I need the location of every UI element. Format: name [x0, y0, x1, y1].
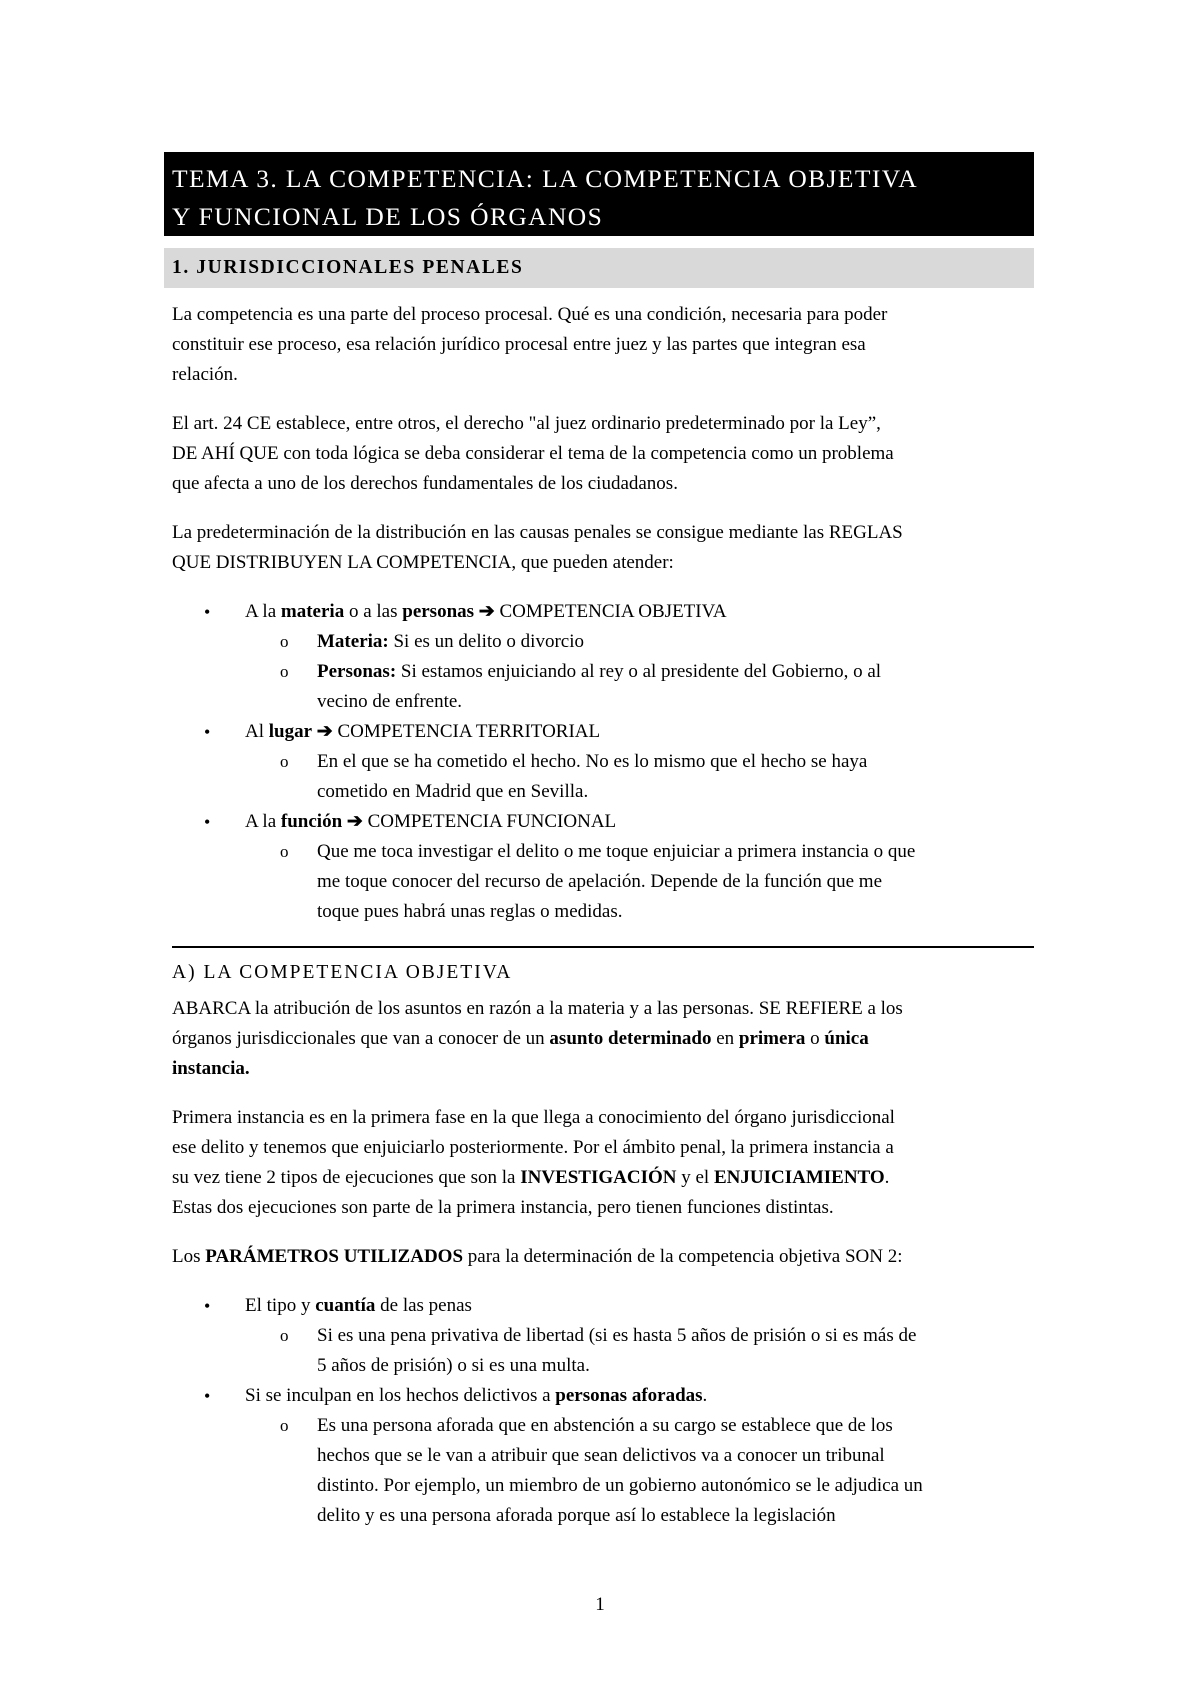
- text-run: Si es un delito o divorcio: [388, 631, 584, 652]
- text-run: A la: [245, 811, 281, 832]
- arrow-right-icon: ➔: [316, 721, 333, 742]
- sub-bullet-icon: o: [280, 1326, 289, 1345]
- paragraph-predeterminacion: [172, 518, 1042, 578]
- bold-text: Personas:: [317, 661, 397, 682]
- text-run: órganos jurisdiccionales que van a conocer de un: [172, 1028, 550, 1049]
- bold-text: instancia.: [172, 1058, 250, 1079]
- bold-text: asunto determinado: [549, 1028, 712, 1049]
- bold-text: PARÁMETROS UTILIZADOS: [205, 1246, 464, 1267]
- paragraph-parametros: [172, 1242, 1042, 1272]
- sub-list: [245, 1411, 1042, 1531]
- text-run: A la: [245, 601, 281, 622]
- text-run: para la determinación de la competencia objetiva SON 2:: [463, 1246, 903, 1267]
- text-run: Si estamos enjuiciando al rey o al presidente del Gobierno, o al: [396, 661, 882, 682]
- bold-text: función: [280, 811, 343, 832]
- bold-text: lugar: [268, 721, 313, 742]
- text-run: de las penas: [375, 1295, 472, 1316]
- params-list: [172, 1291, 1042, 1531]
- sub-list: [245, 837, 1042, 927]
- arrow-right-icon: ➔: [346, 811, 363, 832]
- text-line: hechos que se le van a atribuir que sean delictivos va a conocer un tribunal: [317, 1445, 885, 1466]
- sub-list-item-funcion: [172, 837, 1042, 927]
- text-run: o a las: [344, 601, 403, 622]
- page-title: [164, 152, 1034, 236]
- bullet-icon: •: [204, 812, 211, 832]
- text-line: [245, 1291, 1042, 1321]
- text-line: Es una persona aforada que en abstención a su cargo se establece que de los: [317, 1415, 893, 1436]
- title-line-2: Y FUNCIONAL DE LOS ÓRGANOS: [172, 202, 604, 231]
- text-run: COMPETENCIA OBJETIVA: [499, 601, 727, 622]
- text-run: y el: [676, 1167, 714, 1188]
- bullet-icon: •: [204, 1296, 211, 1316]
- list-item-materia: [172, 597, 1042, 717]
- text-line: Primera instancia es en la primera fase en la que llega a conocimiento del órgano jurisdiccional: [172, 1107, 895, 1128]
- text-line: ese delito y tenemos que enjuiciarlo posteriormente. Por el ámbito penal, la primera instancia a: [172, 1137, 894, 1158]
- section-heading-competencia-objetiva: A) LA COMPETENCIA OBJETIVA: [172, 962, 513, 983]
- text-line: [317, 627, 1042, 657]
- text-run: Si se inculpan en los hechos delictivos a: [245, 1385, 556, 1406]
- text-line: Estas dos ejecuciones son parte de la primera instancia, pero tienen funciones distintas.: [172, 1197, 834, 1218]
- horizontal-divider: [172, 946, 1034, 948]
- paragraph-abarca: [172, 994, 1042, 1084]
- sub-list-item-materia: [172, 627, 1042, 657]
- rules-list: [172, 597, 1042, 927]
- text-line: [172, 1242, 1042, 1272]
- sub-bullet-icon: o: [280, 632, 289, 651]
- document-body: [172, 300, 1042, 1550]
- sub-list-item-personas: [172, 657, 1042, 717]
- text-line: En el que se ha cometido el hecho. No es lo mismo que el hecho se haya: [317, 751, 868, 772]
- bold-text: cuantía: [315, 1295, 376, 1316]
- text-line: Si es una pena privativa de libertad (si es hasta 5 años de prisión o si es más de: [317, 1325, 917, 1346]
- list-item-aforadas: [172, 1381, 1042, 1531]
- arrow-right-icon: ➔: [478, 601, 495, 622]
- list-item-tipo-cuantia: [172, 1291, 1042, 1381]
- text-line: [245, 1381, 1042, 1411]
- sub-list: [245, 627, 1042, 717]
- text-run: en: [711, 1028, 739, 1049]
- bold-text: primera: [738, 1028, 806, 1049]
- text-line: me toque conocer del recurso de apelación. Depende de la función que me: [317, 871, 882, 892]
- text-line: [172, 1024, 1042, 1054]
- text-run: Al: [245, 721, 269, 742]
- text-run: El tipo y: [245, 1295, 316, 1316]
- section-heading-jurisdiccionales: 1. JURISDICCIONALES PENALES: [164, 248, 1034, 288]
- text-line: La competencia es una parte del proceso procesal. Qué es una condición, necesaria para poder: [172, 304, 888, 325]
- text-line: 5 años de prisión) o si es una multa.: [317, 1355, 590, 1376]
- bold-text: materia: [280, 601, 345, 622]
- text-run: .: [702, 1385, 708, 1406]
- text-line: La predeterminación de la distribución en las causas penales se consigue mediante las REGLAS: [172, 522, 903, 543]
- text-line: [172, 1163, 1042, 1193]
- bullet-icon: •: [204, 722, 211, 742]
- text-line: [245, 807, 1042, 837]
- text-line: cometido en Madrid que en Sevilla.: [317, 781, 589, 802]
- sub-bullet-icon: o: [280, 1416, 289, 1435]
- text-line: que afecta a uno de los derechos fundamentales de los ciudadanos.: [172, 473, 678, 494]
- sub-list-item-lugar: [172, 747, 1042, 807]
- text-run: .: [884, 1167, 890, 1188]
- bullet-icon: •: [204, 602, 211, 622]
- text-line: [317, 657, 1042, 687]
- text-line: vecino de enfrente.: [317, 691, 463, 712]
- sub-bullet-icon: o: [280, 662, 289, 681]
- bold-text: Materia:: [317, 631, 389, 652]
- text-line: DE AHÍ QUE con toda lógica se deba considerar el tema de la competencia como un problema: [172, 443, 894, 464]
- text-line: constituir ese proceso, esa relación jurídico procesal entre juez y las partes que integran esa: [172, 334, 866, 355]
- text-line: [245, 717, 1042, 747]
- page-number: 1: [595, 1594, 605, 1615]
- sub-list: [245, 747, 1042, 807]
- text-run: o: [805, 1028, 825, 1049]
- sub-list-item-pena: [172, 1321, 1042, 1381]
- bold-text: personas aforadas: [555, 1385, 703, 1406]
- text-line: El art. 24 CE establece, entre otros, el derecho "al juez ordinario predeterminado por la Ley”,: [172, 413, 881, 434]
- sub-bullet-icon: o: [280, 752, 289, 771]
- text-line: QUE DISTRIBUYEN LA COMPETENCIA, que pueden atender:: [172, 552, 674, 573]
- paragraph-primera-instancia: [172, 1103, 1042, 1223]
- list-item-funcion: [172, 807, 1042, 927]
- text-line: delito y es una persona aforada porque así lo establece la legislación: [317, 1505, 836, 1526]
- text-run: su vez tiene 2 tipos de ejecuciones que son la: [172, 1167, 521, 1188]
- paragraph-competencia: [172, 300, 1042, 390]
- text-run: COMPETENCIA FUNCIONAL: [367, 811, 617, 832]
- paragraph-art-24: [172, 409, 1042, 499]
- list-item-lugar: [172, 717, 1042, 807]
- text-run: Los: [172, 1246, 206, 1267]
- text-line: ABARCA la atribución de los asuntos en razón a la materia y a las personas. SE REFIERE a los: [172, 998, 903, 1019]
- bullet-icon: •: [204, 1386, 211, 1406]
- text-line: [245, 597, 1042, 627]
- sub-list-item-aforada: [172, 1411, 1042, 1531]
- sub-bullet-icon: o: [280, 842, 289, 861]
- bold-text: única: [824, 1028, 869, 1049]
- bold-text: INVESTIGACIÓN: [520, 1167, 677, 1188]
- text-line: distinto. Por ejemplo, un miembro de un gobierno autonómico se le adjudica un: [317, 1475, 923, 1496]
- text-line: [172, 1054, 1042, 1084]
- text-run: COMPETENCIA TERRITORIAL: [337, 721, 601, 742]
- bold-text: personas: [402, 601, 475, 622]
- bold-text: ENJUICIAMIENTO: [713, 1167, 885, 1188]
- text-line: toque pues habrá unas reglas o medidas.: [317, 901, 623, 922]
- text-line: relación.: [172, 364, 238, 385]
- title-line-1: TEMA 3. LA COMPETENCIA: LA COMPETENCIA OBJETIVA: [172, 164, 919, 193]
- sub-list: [245, 1321, 1042, 1381]
- text-line: Que me toca investigar el delito o me toque enjuiciar a primera instancia o que: [317, 841, 916, 862]
